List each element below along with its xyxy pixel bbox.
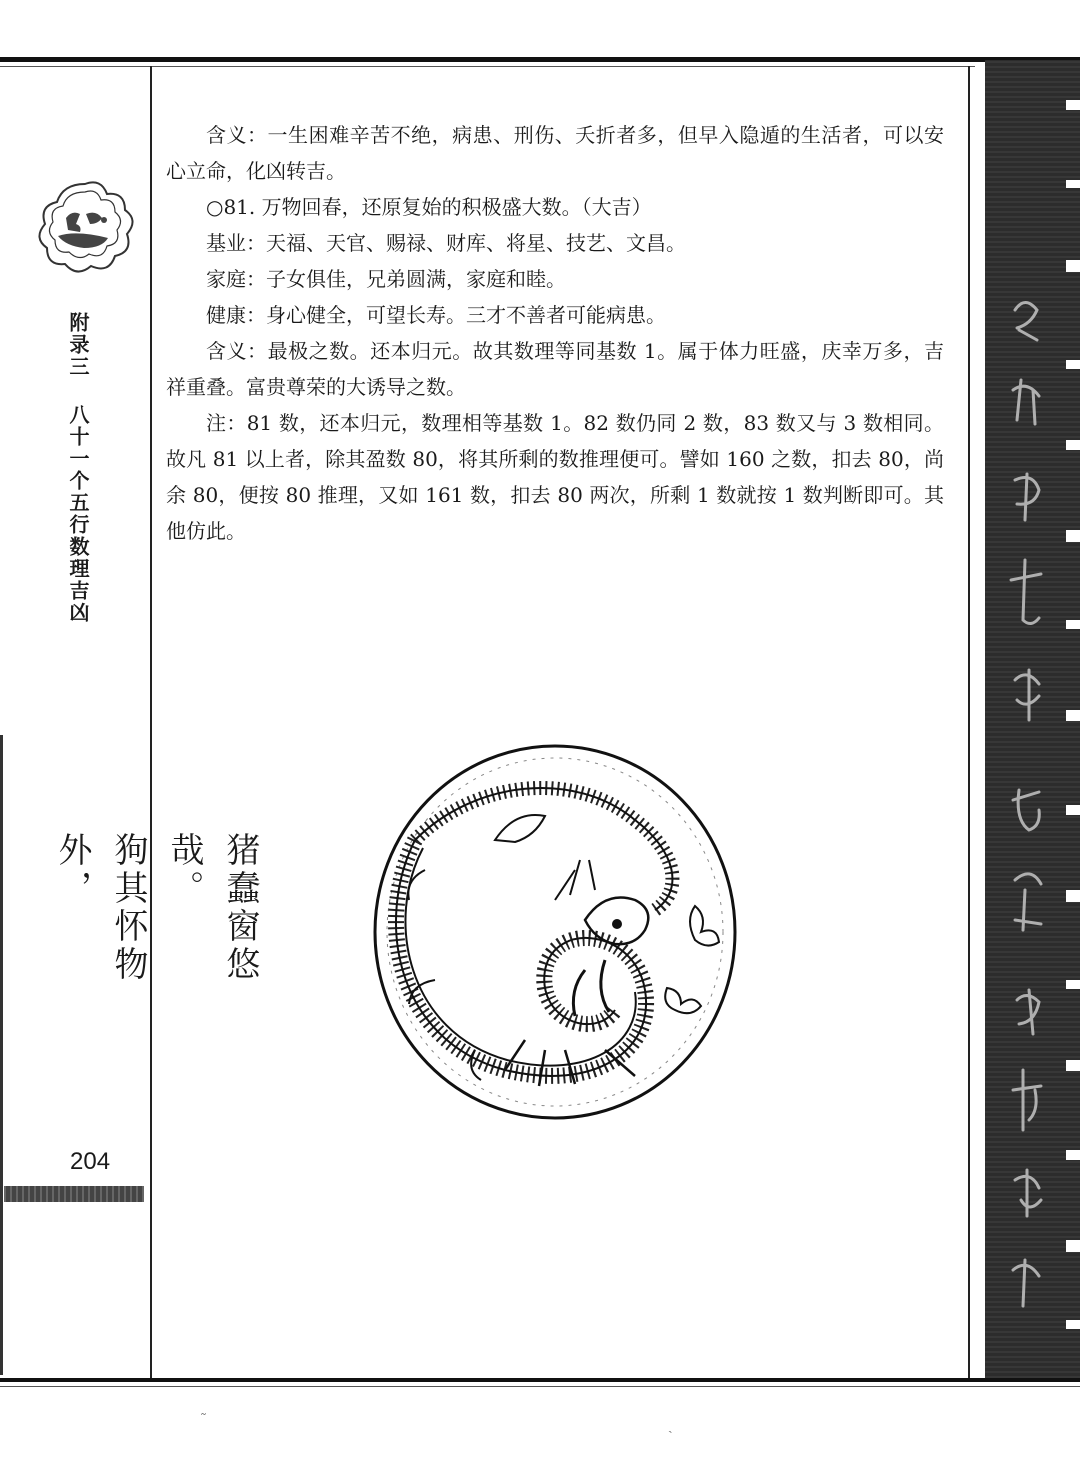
top-rule: [0, 57, 1080, 62]
paragraph: 含义：最极之数。还本归元。故其数理等同基数 1。属于体力旺盛，庆幸万多，吉祥重叠。富贵尊荣的大诱导之数。: [166, 339, 944, 399]
paragraph: 家庭：子女俱佳，兄弟圆满，家庭和睦。: [206, 267, 566, 291]
dragon-plate-illustration: [355, 720, 755, 1140]
page-number-bar: [4, 1186, 144, 1202]
flower-seal-icon: [28, 178, 142, 278]
scan-mark: ˏ: [668, 1418, 673, 1434]
paragraph: ○81. 万物回春，还原复始的积极盛大数。（大吉）: [206, 195, 652, 219]
calligraphy-strokes-icon: [985, 60, 1080, 1378]
bottom-rule: [0, 1378, 1080, 1382]
paragraph: 含义：一生困难辛苦不绝，病患、刑伤、夭折者多，但早入隐遁的生活者，可以安心立命，化凶转吉。: [166, 123, 944, 183]
paragraph: 基业：天福、天官、赐禄、财库、将星、技艺、文昌。: [206, 231, 686, 255]
bottom-rule-thin: [0, 1386, 1080, 1387]
scan-mark: ˜: [200, 1412, 207, 1428]
margin-divider-left: [150, 66, 152, 1378]
verse-line: 猪蠢窗悠哉。: [164, 832, 260, 984]
body-text: [166, 117, 944, 549]
page-number: 204: [70, 1148, 111, 1175]
margin-divider-right: [968, 66, 970, 1378]
verse-line: 狗其怀物外，: [52, 832, 148, 984]
calligraphy-band: [985, 60, 1080, 1378]
paragraph: 健康：身心健全，可望长寿。三才不善者可能病患。: [206, 303, 666, 327]
top-rule-thin: [0, 66, 975, 67]
running-title-part: 附录三: [66, 312, 90, 378]
margin-verse: [44, 832, 268, 1042]
gutter-shadow: [0, 735, 3, 1375]
running-title-section: 八十一个五行数理吉凶: [66, 404, 90, 624]
running-title: [68, 312, 88, 624]
paragraph: 注：81 数，还本归元，数理相等基数 1。82 数仍同 2 数，83 数又与 3 数相同。故凡 81 以上者，除其盈数 80，将其所剩的数推理便可。譬如 160 之数，扣去 80，尚余 80，便按 80 推理，又如 161 数，扣去 80 两次，所剩 1 数就按 1 数判断即可。其他仿此。: [166, 411, 944, 543]
